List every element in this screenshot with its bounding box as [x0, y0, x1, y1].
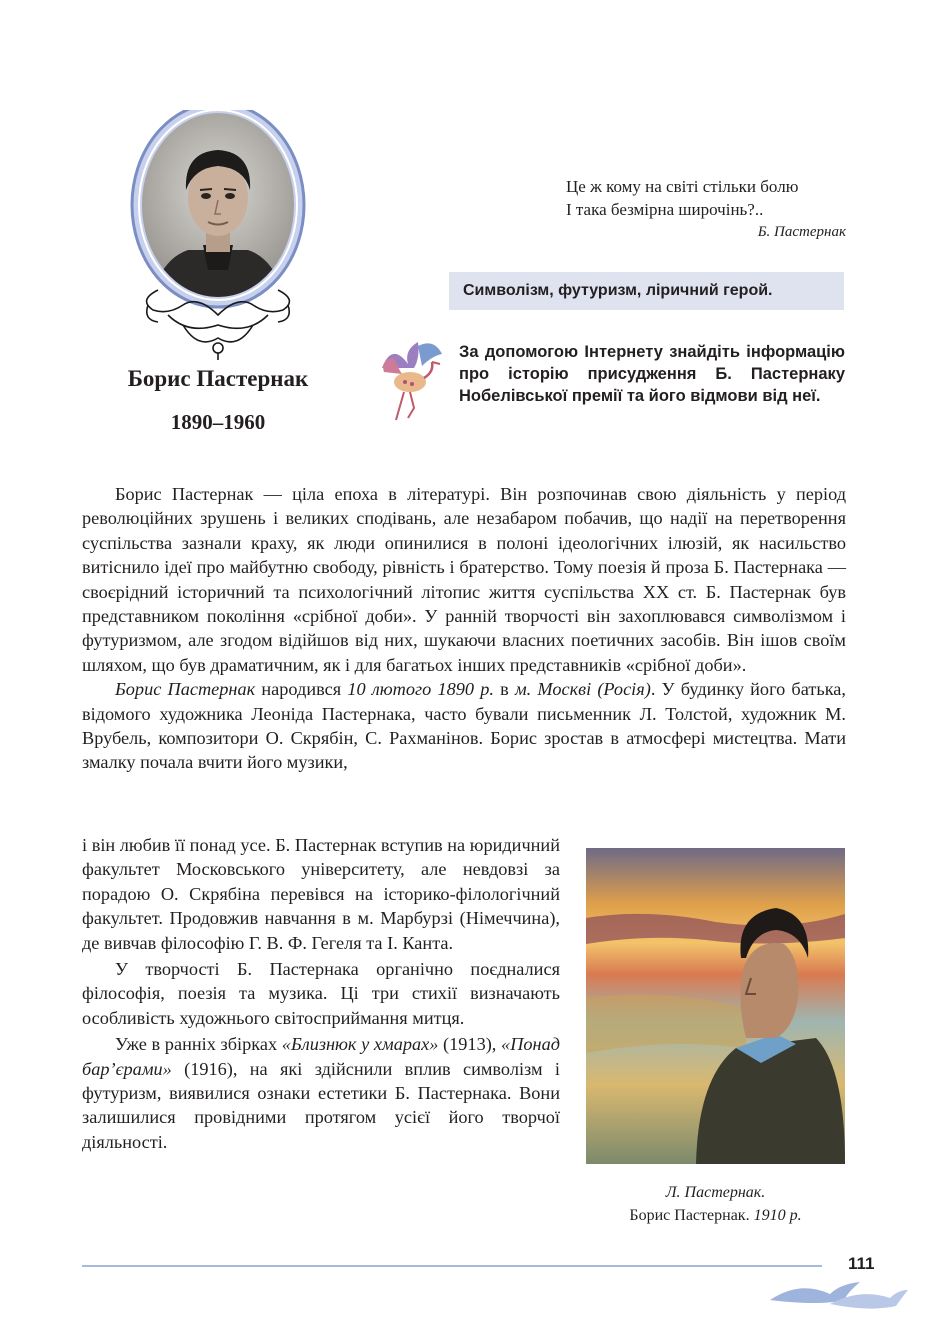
keywords-box: Символізм, футуризм, ліричний герой.: [449, 272, 844, 310]
text-run: . У будинку його батька, відомого художника Леоніда Пастернака, часто бували письменник Л. Толстой, художник М. Врубель, композитори О. Скрябін, С. Рахманінов. Борис зростав в атмосфері мистецтва. Мати змалку почала вчити його музики,: [82, 679, 846, 773]
emphasis: Борис Пастернак: [115, 679, 256, 700]
crane-icon: [374, 338, 446, 422]
epigraph: [566, 175, 846, 244]
text-run: в: [493, 679, 515, 700]
emphasis: «Близнюк у хмарах»: [281, 1034, 439, 1055]
author-years: 1890–1960: [170, 410, 266, 434]
task-text: За допомогою Інтернету знайдіть інформацію про історію присудження Б. Пастернаку Нобелівської премії та його відмови від неї.: [459, 343, 845, 405]
paragraph: У творчості Б. Пастернака органічно поєдналися філософія, поезія та музика. Ці три стихії визначають особливість художнього світосприймання митця.: [82, 959, 560, 1028]
author-portrait: [128, 110, 308, 360]
body-text-top: [82, 482, 846, 775]
author-name: Борис Пастернак: [127, 366, 309, 391]
text-run: Уже в ранніх збірках: [115, 1034, 282, 1055]
caption-year: 1910 р.: [753, 1207, 802, 1224]
painting-caption: [586, 1181, 845, 1227]
emphasis: «Понад бар’єрами»: [82, 1034, 560, 1079]
text-run: (1916), на які здійснили вплив символізм і футуризм, виявилися ознаки естетики Б. Пастернака. Вони залишилися провідними протягом усієї його творчої діяльності.: [82, 1058, 560, 1152]
body-text-column: [82, 833, 560, 1156]
paragraph: і він любив її понад усе. Б. Пастернак вступив на юридичний факультет Московського університету, але невдовзі за порадою О. Скрябіна перевівся на історико-філологічний факультет. Продовжив навчання в м. Марбурзі (Німеччина), де вивчав філософію Г. В. Ф. Гегеля та І. Канта.: [82, 835, 560, 953]
emphasis: м. Москві (Росія): [514, 679, 651, 700]
text-run: народився: [255, 679, 348, 700]
footer-divider: [82, 1265, 822, 1267]
page-number: 111: [848, 1254, 875, 1273]
paragraph: Борис Пастернак — ціла епоха в літературі. Він розпочинав свою діяльність у період революційних зрушень і великих сподівань, але незабаром побачив, що надії на перетворення суспільства зазнали краху, як люди опинилися в полоні ідеологічних ілюзій, як насильство витіснило ідеї про майбутню свободу, рівність і братерство. Тому поезія й проза Б. Пастернака — своєрідний історичний та психологічний літопис життя суспільства XX ст. Б. Пастернак був представником покоління «срібної доби». У ранній творчості він захоплювався символізмом і футуризмом, але згодом відійшов від них, шукаючи власних поетичних засобів. Він ішов своїм шляхом, що був драматичним, як і для багатьох інших представників «срібної доби».: [82, 484, 846, 675]
caption-artist: Л. Пастернак.: [665, 1184, 766, 1201]
emphasis: 10 лютого 1890 р.: [347, 679, 494, 700]
text-run: (1913),: [438, 1034, 502, 1055]
caption-title: Борис Пастернак.: [629, 1207, 750, 1224]
epigraph-line: І така безмірна широчінь?..: [566, 200, 764, 219]
epigraph-line: Це ж кому на світі стільки болю: [566, 177, 799, 196]
birds-icon: [760, 1270, 910, 1312]
epigraph-author: Б. Пастернак: [757, 224, 846, 240]
paragraph: [82, 677, 846, 775]
paragraph: [82, 1032, 560, 1154]
painting-image: [586, 848, 845, 1164]
